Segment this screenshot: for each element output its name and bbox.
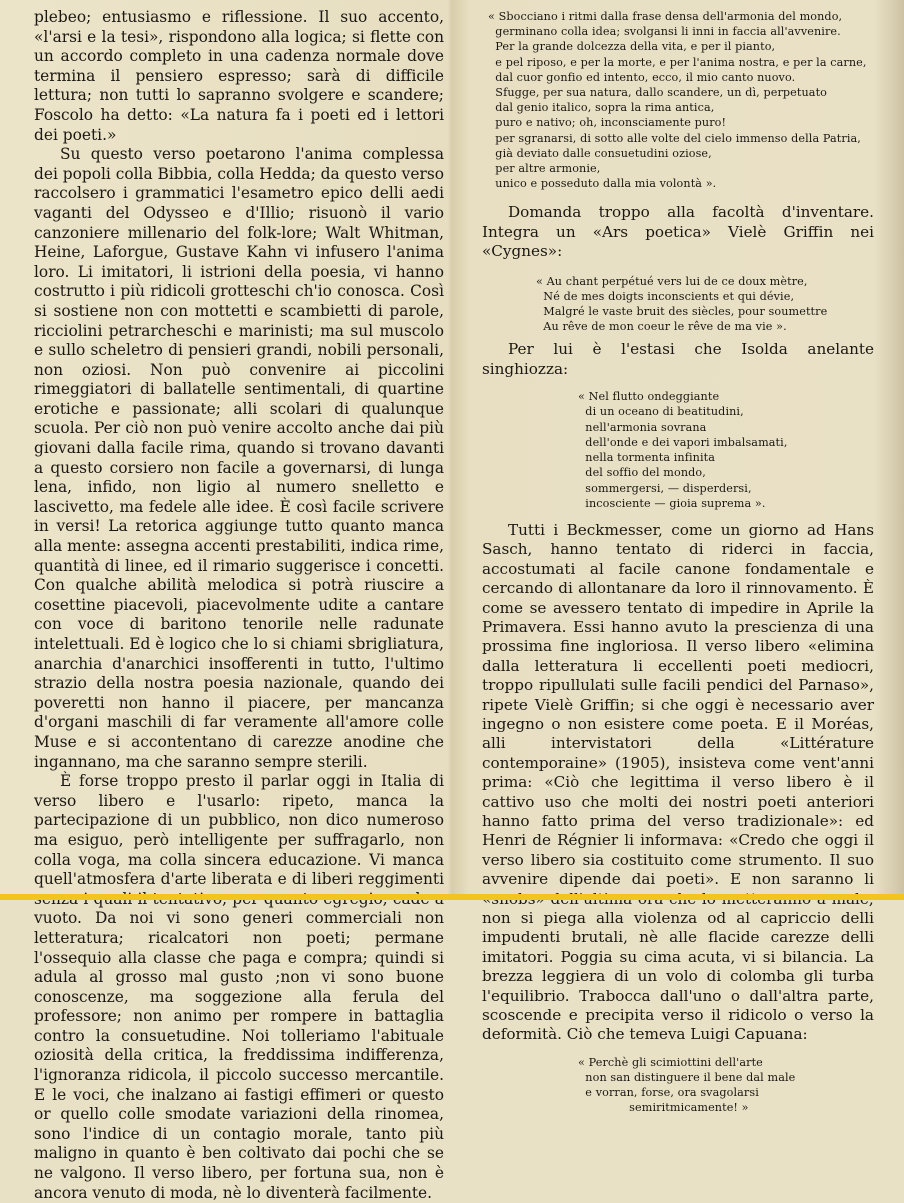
left-paragraph-2: Su questo verso poetarono l'anima complessa dei popoli colla Bibbia, colla Hedda; da questo verso raccolsero i grammatici l'esametro epico delli aedi vaganti del Odysseo e d'Illio; risuonò il vario canzoniere millenario del folk-lore; Walt Whitman, Heine, Laforgue, Gustave Kahn vi infusero l'anima loro. Li imitatori, li istrioni della poesia, vi hanno costrutto i più ridicoli grotteschi ch'io conosca. Così si sostiene non con mottetti e scambietti di parole, ricciolini petrarcheschi e marinisti; ma sul muscolo e sullo scheletro di pensieri grandi, nobili personali, non oziosi. Non può convenire ai piccolini rimeggiatori di ballatelle sentimentali, di quartine erotiche e passionate; alli scolari di qualunque scuola. Per ciò non può venire accolto anche dai più giovani dalla facile rima, quando si trovano davanti a questo corsiero non facile a governarsi, di lunga lena, infido, non ligio al numero snelletto e lascivetto, ma fedele alle idee. È così facile scrivere in versi! La retorica aggiunge tutto quanto manca alla mente: assegna accenti prestabiliti, indica rime, quantità di linee, ed il rimario suggerisce i concetti. Con qualche abilità melodica si potrà riuscire a cosettine piacevoli, piacevolmente udite a cantare con voce di baritono tenorile nelle radunate intelettuali. Ed è logico che lo si chiami sbrigliatura, anarchia d'anarchici insofferenti in tutto, l'ultimo strazio della nostra poesia nazionale, quando dei poveretti non hanno il piacere, per mancanza d'organi maschili di far veramente all'amore colle Muse e si accontentano di carezze anodine che ingannano, ma che saranno sempre sterili. (34, 145, 445, 771)
page-edge-shadow (874, 0, 904, 900)
right-paragraph-1: Domanda troppo alla facoltà d'inventare. Integra un «Ars poetica» Vielè Griffin nei «Cygnes»: (482, 203, 874, 261)
verse-quote-italian: « Sbocciano i ritmi dalla frase densa dell'armonia del mondo, germinano colla idea; svolgansi li inni in faccia all'avvenire. Per la grande dolcezza della vita, e per il pianto, e pel riposo, e per la morte, e per l'anima nostra, e per la carne, dal cuor gonfio ed intento, ecco, il mio canto nuovo. Sfugge, per sua natura, dallo scandere, un dì, perpetuato dal genio italico, sopra la rima antica, puro e nativo; oh, inconsciamente puro! per sgranarsi, di sotto alle volte del cielo immenso della Patria, già deviato dalle consuetudini oziose, per altre armonie, unico e posseduto dalla mia volontà ». (488, 10, 867, 191)
verse-quote-capuana: « Perchè gli scimiottini dell'arte non san distinguere il bene dal male e vorran, forse, ora svagolarsi semiritmicamente! » (578, 1055, 796, 1115)
left-paragraph-1: plebeo; entusiasmo e riflessione. Il suo accento, «l'arsi e la tesi», rispondono alla logica; si flette con un accordo completo in una cadenza normale dove termina il pensiero espresso; sarà di difficile lettura; non tutti lo sapranno svolgere e scandere; Foscolo ha detto: «La natura fa i poeti ed i lettori dei poeti.» (34, 8, 444, 144)
verse-quote-french: « Au chant perpétué vers lui de ce doux mètre, Né de mes doigts inconscients et qui dévie, Malgré le vaste bruit des siècles, pour soumettre Au rêve de mon coeur le rêve de ma vie ». (536, 274, 828, 334)
verse-quote-isolda: « Nel flutto ondeggiante di un oceano di beatitudini, nell'armonia sovrana dell'onde e dei vapori imbalsamati, nella tormenta infinita del soffio del mondo, sommergersi, — disperdersi, incosciente — gioia suprema ». (578, 390, 788, 510)
left-column (34, 0, 444, 1203)
right-paragraph-2: Per lui è l'estasi che Isolda anelante singhiozza: (482, 340, 874, 378)
left-paragraph-3: È forse troppo presto il parlar oggi in Italia di verso libero e l'usarlo: ripeto, manca la partecipazione di un pubblico, non dico numeroso ma esiguo, però intelligente per suffragarlo, non colla voga, ma colla sincera educazione. Vi manca quell'atmosfera d'arte liberata e di liberi reggimenti vuoto. Da noi vi sono generi commerciali non letteratura; ricalcatori non poeti; permane l'ossequio alla classe che paga e compra; quindi si adula al grosso mal gusto ;non vi sono buone conoscenze, ma soggezione alla ferula del professore; non animo per rompere in battaglia contro la consuetudine. Noi tolleriamo l'abituale oziosità della critica, la freddissima indifferenza, l'ignoranza ridicola, il piccolo successo mercantile. E le voci, che inalzano ai fastigi effimeri or questo or quello colle smodate variazioni della rinomea, sono l'indice di un contagio morale, tanto più maligno in quanto è ben coltivato dai pochi che se ne valgono. Il verso libero, per fortuna sua, non è ancora venuto di moda, nè lo diventerà facilmente. (34, 772, 444, 1202)
right-column (482, 0, 874, 1116)
right-paragraph-3: Tutti i Beckmesser, come un giorno ad Hans Sasch, hanno tentato di riderci in faccia, accostumati al facile canone fondamentale e cercando di allontanare da loro il rinnovamento. È come se avessero tentato di impedire in Aprile la Primavera. Essi hanno avuto la prescienza di una prossima fine ingloriosa. Il verso libero «elimina dalla letteratura li eccellenti poeti mediocri, troppo ripullulati sulle facili pendici del Parnaso», ripete Vielè Griffin; si che oggi è necessario aver ingegno o non esistere come poeta. E il Moréas, alli intervistatori della «Littérature contemporaine» (1905), insisteva come vent'anni prima: «Ciò che legittima il verso libero è il cattivo uso che molti dei nostri poeti anteriori hanno fatto prima del verso tradizionale»: ed Henri de Régnier li informava: «Credo che oggi il verso libero sia costituito come strumento. Il suo avvenire dipende dai poeti». E non saranno li non si piega alla violenza od al capriccio delli impudenti brutali, nè alle flacide carezze delli imitatori. Poggia su cima acuta, vi si bilancia. La brezza leggiera di un volo di colomba gli turba l'equilibrio. Trabocca dall'uno o dall'altra parte, scoscende e precipita verso il ridicolo o verso la deformità. Ciò che temeva Luigi Capuana: (482, 520, 874, 1044)
bottom-color-strip (0, 894, 904, 900)
